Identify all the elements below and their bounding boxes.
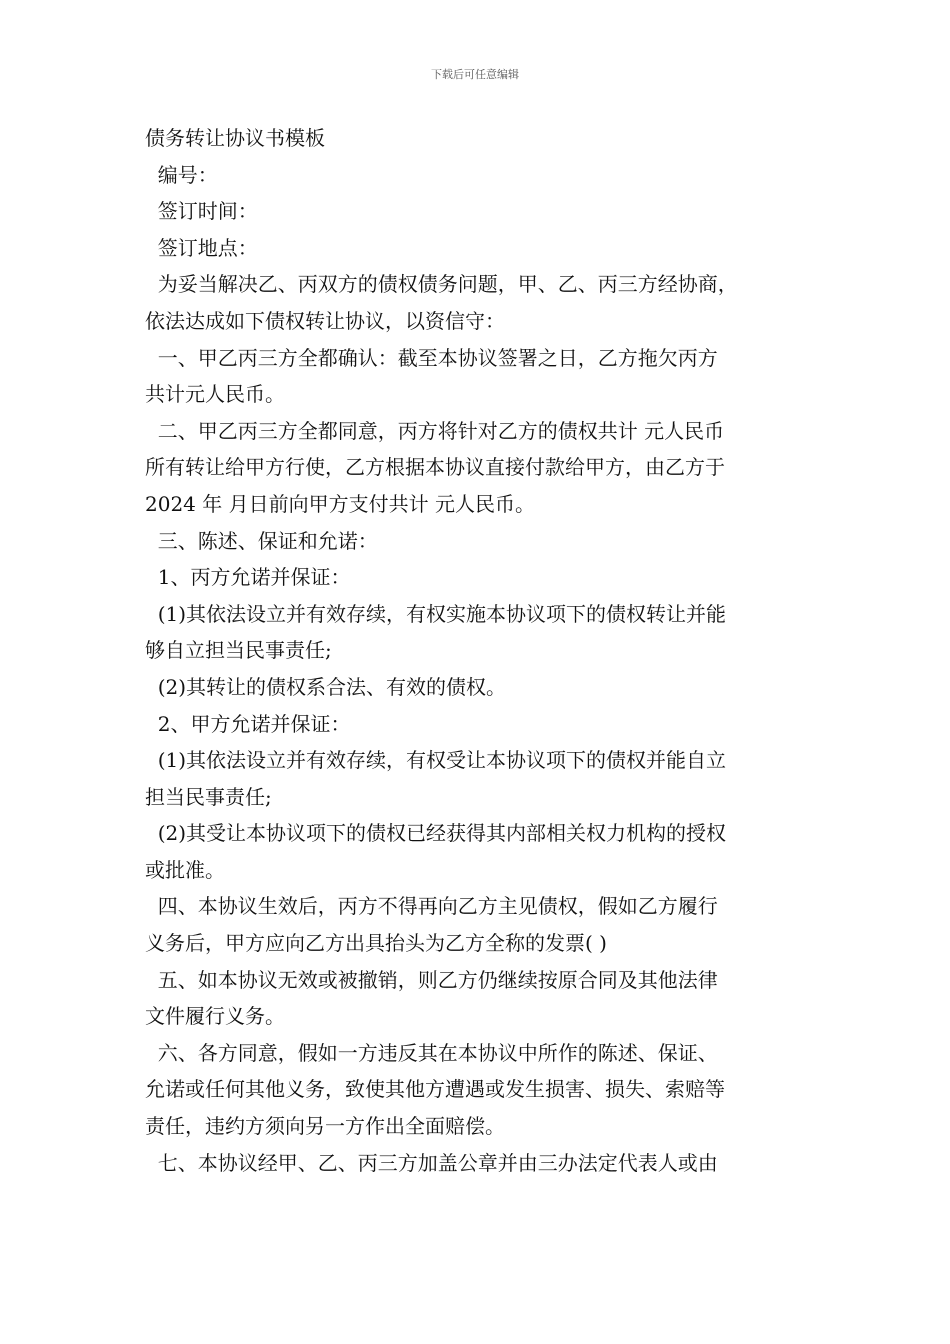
text-line: 所有转让给甲方行使，乙方根据本协议直接付款给甲方，由乙方于 — [145, 455, 725, 480]
text-line: 编号： — [145, 162, 218, 187]
document-title: 债务转让协议书模板 — [145, 126, 325, 150]
document-body — [145, 120, 815, 1181]
text-line: (2)其转让的债权系合法、有效的债权。 — [145, 674, 507, 699]
text-line: 签订时间： — [145, 199, 258, 224]
text-line: 允诺或任何其他义务，致使其他方遭遇或发生损害、损失、索赔等 — [145, 1077, 725, 1102]
text-line: 三、陈述、保证和允诺： — [145, 528, 378, 553]
text-line: 共计元人民币。 — [145, 382, 285, 407]
text-line: 依法达成如下债权转让协议，以资信守： — [145, 308, 505, 333]
text-line: 为妥当解决乙、丙双方的债权债务问题，甲、乙、丙三方经协商， — [145, 272, 738, 297]
text-line: 或批准。 — [145, 857, 225, 882]
text-line: 二、甲乙丙三方全都同意，丙方将针对乙方的债权共计 元人民币 — [145, 418, 725, 443]
text-line: 五、如本协议无效或被撤销，则乙方仍继续按原合同及其他法律 — [145, 967, 718, 992]
text-line: 够自立担当民事责任; — [145, 638, 332, 663]
page-header: 下载后可任意编辑 — [431, 68, 519, 81]
text-line: 七、本协议经甲、乙、丙三方加盖公章并由三办法定代表人或由 — [145, 1150, 718, 1175]
text-line: 一、甲乙丙三方全都确认：截至本协议签署之日，乙方拖欠丙方 — [145, 345, 718, 370]
document-lines — [145, 157, 815, 1182]
text-line: 签订地点： — [145, 235, 258, 260]
text-line: 1、丙方允诺并保证： — [145, 565, 351, 590]
text-line: 责任，违约方须向另一方作出全面赔偿。 — [145, 1114, 505, 1139]
text-line: (1)其依法设立并有效存续，有权受让本协议项下的债权并能自立 — [145, 748, 727, 773]
text-line: 担当民事责任; — [145, 784, 272, 809]
text-line: (1)其依法设立并有效存续，有权实施本协议项下的债权转让并能 — [145, 601, 727, 626]
text-line: 文件履行义务。 — [145, 1004, 285, 1029]
text-line: 六、各方同意，假如一方违反其在本协议中所作的陈述、保证、 — [145, 1040, 718, 1065]
text-line: 2024 年 月日前向甲方支付共计 元人民币。 — [145, 491, 535, 516]
text-line: 义务后，甲方应向乙方出具抬头为乙方全称的发票( ) — [145, 931, 607, 956]
text-line: 2、甲方允诺并保证： — [145, 711, 351, 736]
text-line: 四、本协议生效后，丙方不得再向乙方主见债权，假如乙方履行 — [145, 894, 718, 919]
text-line: (2)其受让本协议项下的债权已经获得其内部相关权力机构的授权 — [145, 821, 727, 846]
